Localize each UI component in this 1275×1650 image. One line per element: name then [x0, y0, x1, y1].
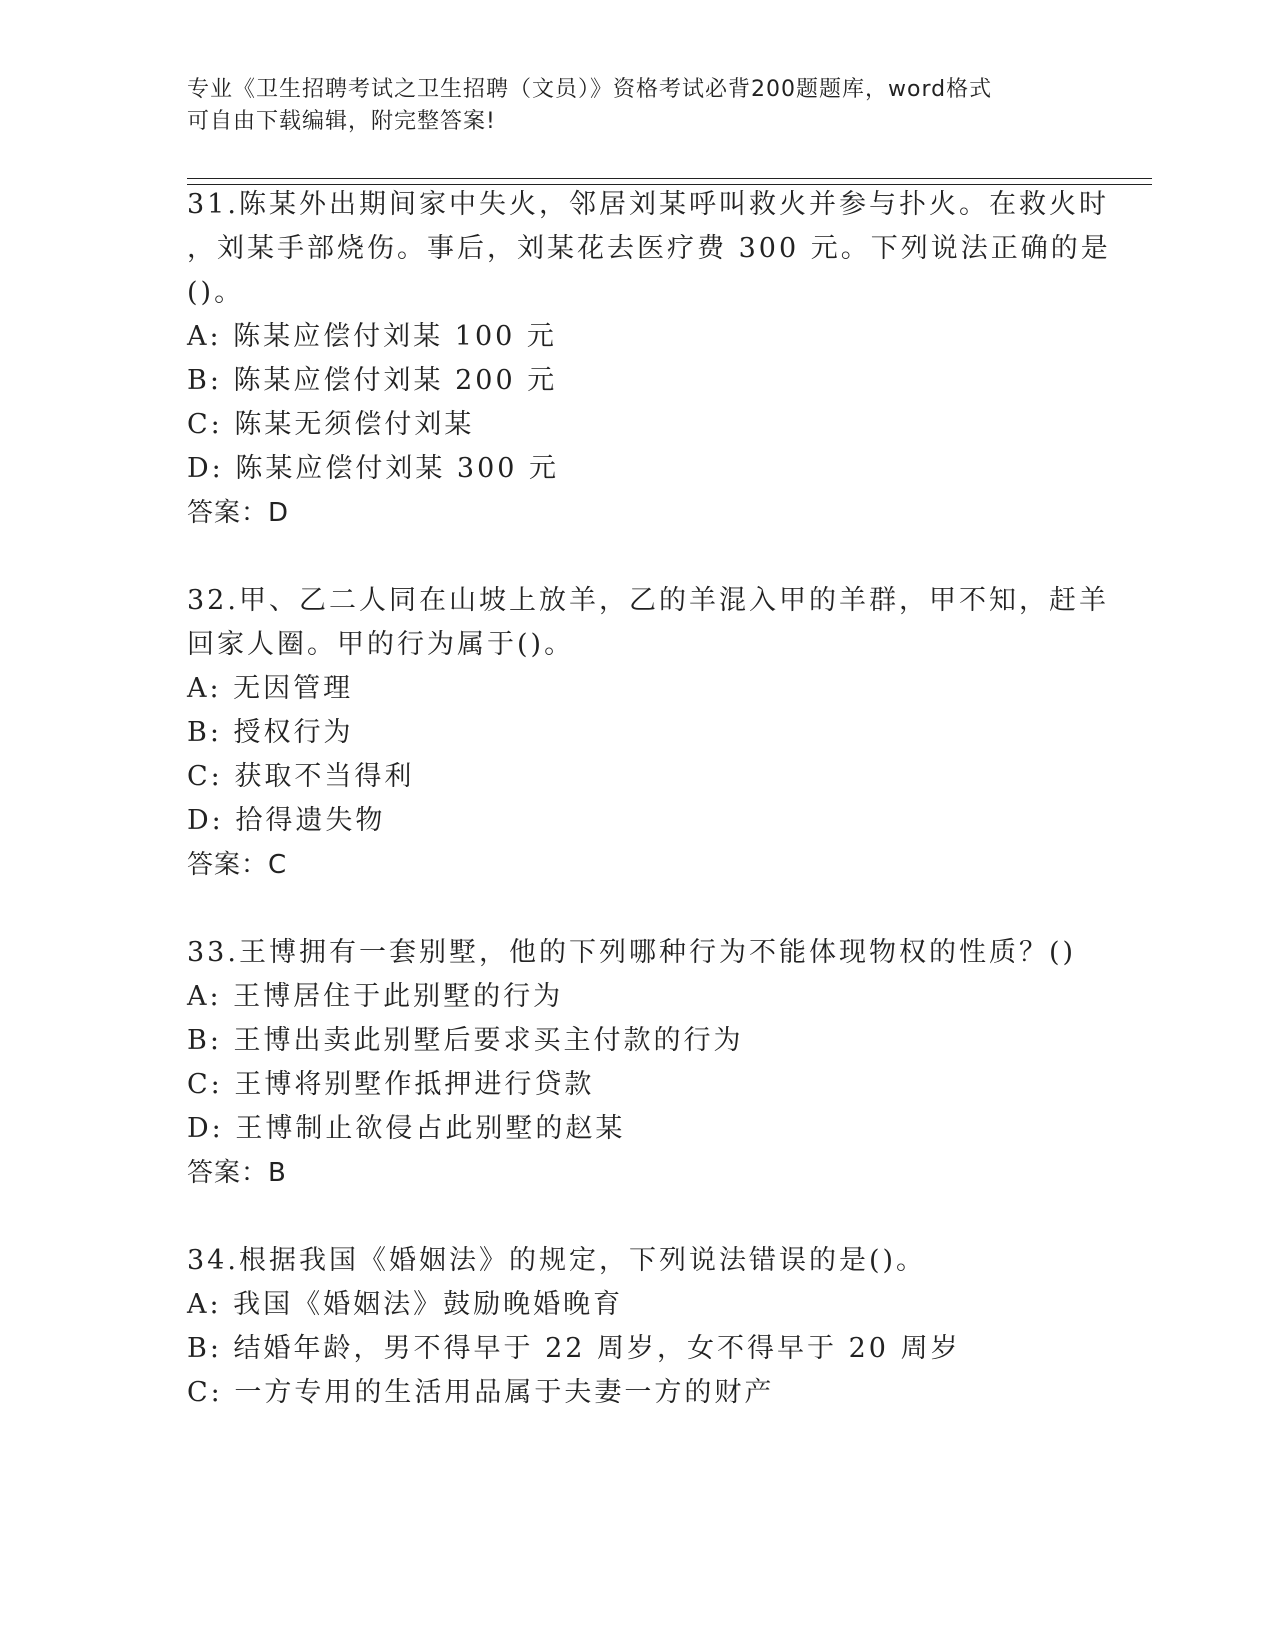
question-31-option-c: C: 陈某无须偿付刘某 — [187, 409, 475, 440]
question-33-option-b: B: 王博出卖此别墅后要求买主付款的行为 — [187, 1025, 744, 1056]
question-34-stem-line-1: 34.根据我国《婚姻法》的规定，下列说法错误的是()。 — [187, 1245, 927, 1276]
question-31-option-a: A: 陈某应偿付刘某 100 元 — [187, 321, 557, 352]
question-34-option-c: C: 一方专用的生活用品属于夫妻一方的财产 — [187, 1377, 775, 1408]
question-33-option-d: D: 王博制止欲侵占此别墅的赵某 — [187, 1113, 626, 1144]
question-34-option-b: B: 结婚年龄，男不得早于 22 周岁，女不得早于 20 周岁 — [187, 1333, 961, 1364]
question-33-option-a: A: 王博居住于此别墅的行为 — [187, 981, 564, 1012]
question-32-stem-line-2: 回家人圈。甲的行为属于()。 — [187, 629, 575, 660]
question-31-option-d: D: 陈某应偿付刘某 300 元 — [187, 453, 560, 484]
document-header — [187, 74, 1067, 138]
header-line-2: 可自由下载编辑，附完整答案! — [187, 109, 496, 134]
question-32-option-d: D: 拾得遗失物 — [187, 805, 386, 836]
header-divider-top — [187, 178, 1152, 179]
question-31-stem-line-1: 31.陈某外出期间家中失火，邻居刘某呼叫救火并参与扑火。在救火时 — [187, 189, 1109, 220]
question-31-option-b: B: 陈某应偿付刘某 200 元 — [187, 365, 558, 396]
header-line-1: 专业《卫生招聘考试之卫生招聘（文员）》资格考试必背200题题库，word格式 — [187, 77, 993, 102]
question-32-stem-line-1: 32.甲、乙二人同在山坡上放羊，乙的羊混入甲的羊群，甲不知，赶羊 — [187, 585, 1109, 616]
question-33-answer: 答案：B — [187, 1158, 287, 1188]
question-31-answer: 答案：D — [187, 498, 290, 528]
question-33-stem-line-1: 33.王博拥有一套别墅，他的下列哪种行为不能体现物权的性质？() — [187, 937, 1077, 968]
header-divider-bottom — [187, 184, 1152, 185]
question-31-stem-line-3: ()。 — [187, 277, 245, 308]
question-33-option-c: C: 王博将别墅作抵押进行贷款 — [187, 1069, 595, 1100]
question-32-answer: 答案：C — [187, 850, 288, 880]
question-32-option-c: C: 获取不当得利 — [187, 761, 415, 792]
question-34-option-a: A: 我国《婚姻法》鼓励晚婚晚育 — [187, 1289, 624, 1320]
question-31-stem-line-2: ，刘某手部烧伤。事后，刘某花去医疗费 300 元。下列说法正确的是 — [187, 233, 1111, 264]
question-32-option-b: B: 授权行为 — [187, 717, 354, 748]
question-32-option-a: A: 无因管理 — [187, 673, 354, 704]
